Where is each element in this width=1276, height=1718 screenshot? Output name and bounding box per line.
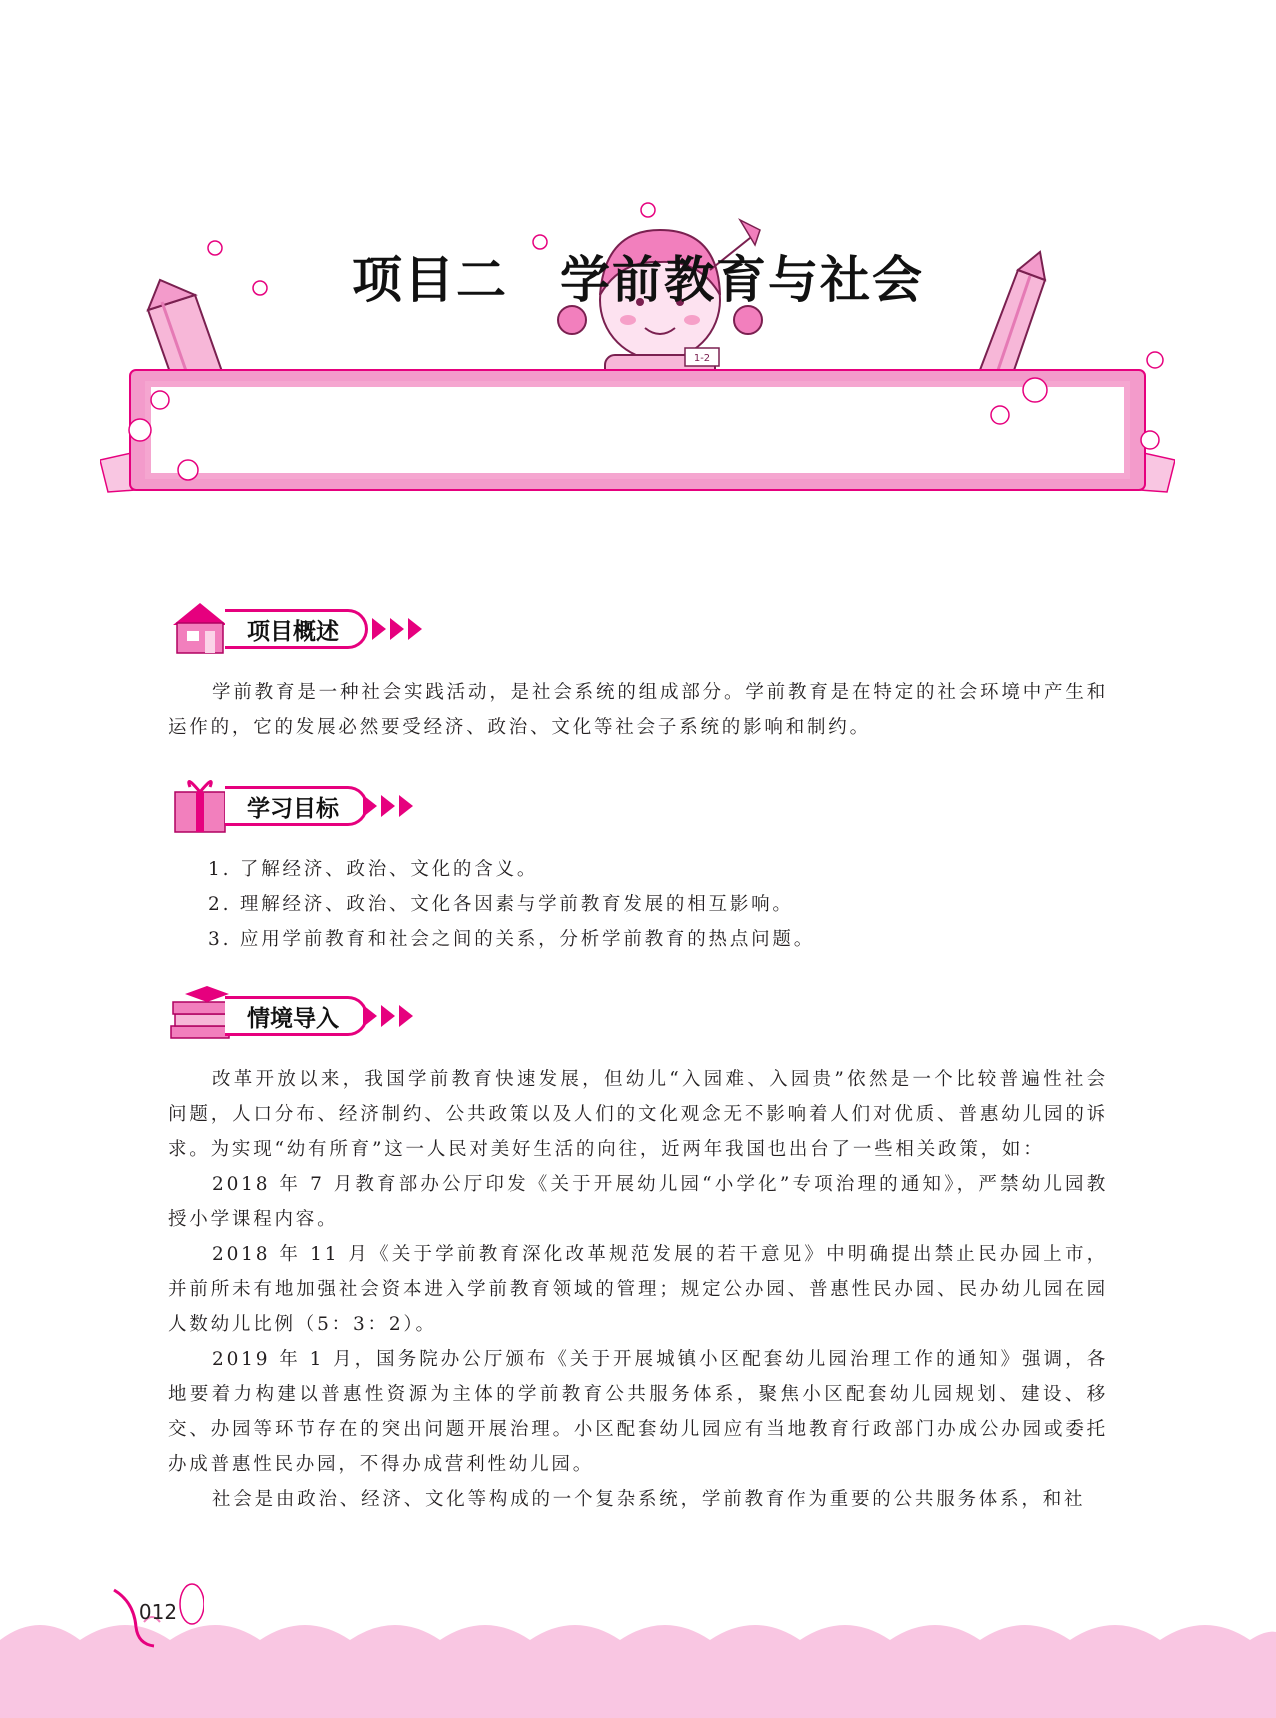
triple-arrow-icon — [372, 618, 426, 644]
triple-arrow-icon — [363, 1005, 417, 1031]
context-paragraph: 2018 年 11 月《关于学前教育深化改革规范发展的若干意见》中明确提出禁止民办园上市，并前所未有地加强社会资本进入学前教育领域的管理；规定公办园、普惠性民办园、民办幼儿园在园人数幼儿比例（5：3：2）。 — [168, 1244, 1108, 1335]
section-header-overview — [165, 595, 465, 659]
overview-paragraph — [168, 675, 1108, 745]
section-title-pill — [225, 786, 368, 826]
page-number: 012 — [138, 1600, 178, 1624]
badge-text: 1-2 — [693, 353, 711, 364]
chapter-title: 项目二 学前教育与社会 — [352, 250, 924, 309]
list-item: 1. 了解经济、政治、文化的含义。 — [208, 859, 539, 880]
overview-text: 学前教育是一种社会实践活动，是社会系统的组成部分。学前教育是在特定的社会环境中产生和运作的，它的发展必然要受经济、政治、文化等社会子系统的影响和制约。 — [168, 682, 1108, 738]
context-paragraph: 社会是由政治、经济、文化等构成的一个复杂系统，学前教育作为重要的公共服务体系，和社 — [212, 1489, 1086, 1510]
section-title-pill — [225, 609, 368, 649]
section-title-pill — [225, 996, 368, 1036]
list-item: 2. 理解经济、政治、文化各因素与学前教育发展的相互影响。 — [208, 894, 794, 915]
section-title: 项目概述 — [247, 618, 339, 645]
section-header-context — [165, 982, 465, 1046]
context-paragraph: 改革开放以来，我国学前教育快速发展，但幼儿“入园难、入园贵”依然是一个比较普遍性社会问题，人口分布、经济制约、公共政策以及人们的文化观念无不影响着人们对优质、普惠幼儿园的诉求。为实现“幼有所育”这一人民对美好生活的向往，近两年我国也出台了一些相关政策，如： — [168, 1069, 1108, 1160]
section-title: 学习目标 — [247, 795, 339, 822]
goals-list — [208, 852, 1108, 957]
section-title: 情境导入 — [247, 1005, 339, 1032]
section-header-goals — [165, 772, 465, 836]
context-paragraph: 2019 年 1 月，国务院办公厅颁布《关于开展城镇小区配套幼儿园治理工作的通知》强调，各地要着力构建以普惠性资源为主体的学前教育公共服务体系，聚焦小区配套幼儿园规划、建设、移交、办园等环节存在的突出问题开展治理。小区配套幼儿园应有当地教育行政部门办成公办园或委托办成普惠性民办园，不得办成营利性幼儿园。 — [168, 1349, 1108, 1475]
context-paragraphs — [168, 1062, 1108, 1517]
ribbon-frame — [100, 370, 1175, 492]
triple-arrow-icon — [363, 795, 417, 821]
context-paragraph: 2018 年 7 月教育部办公厅印发《关于开展幼儿园“小学化”专项治理的通知》，严禁幼儿园教授小学课程内容。 — [168, 1174, 1108, 1230]
list-item: 3. 应用学前教育和社会之间的关系，分析学前教育的热点问题。 — [208, 929, 816, 950]
